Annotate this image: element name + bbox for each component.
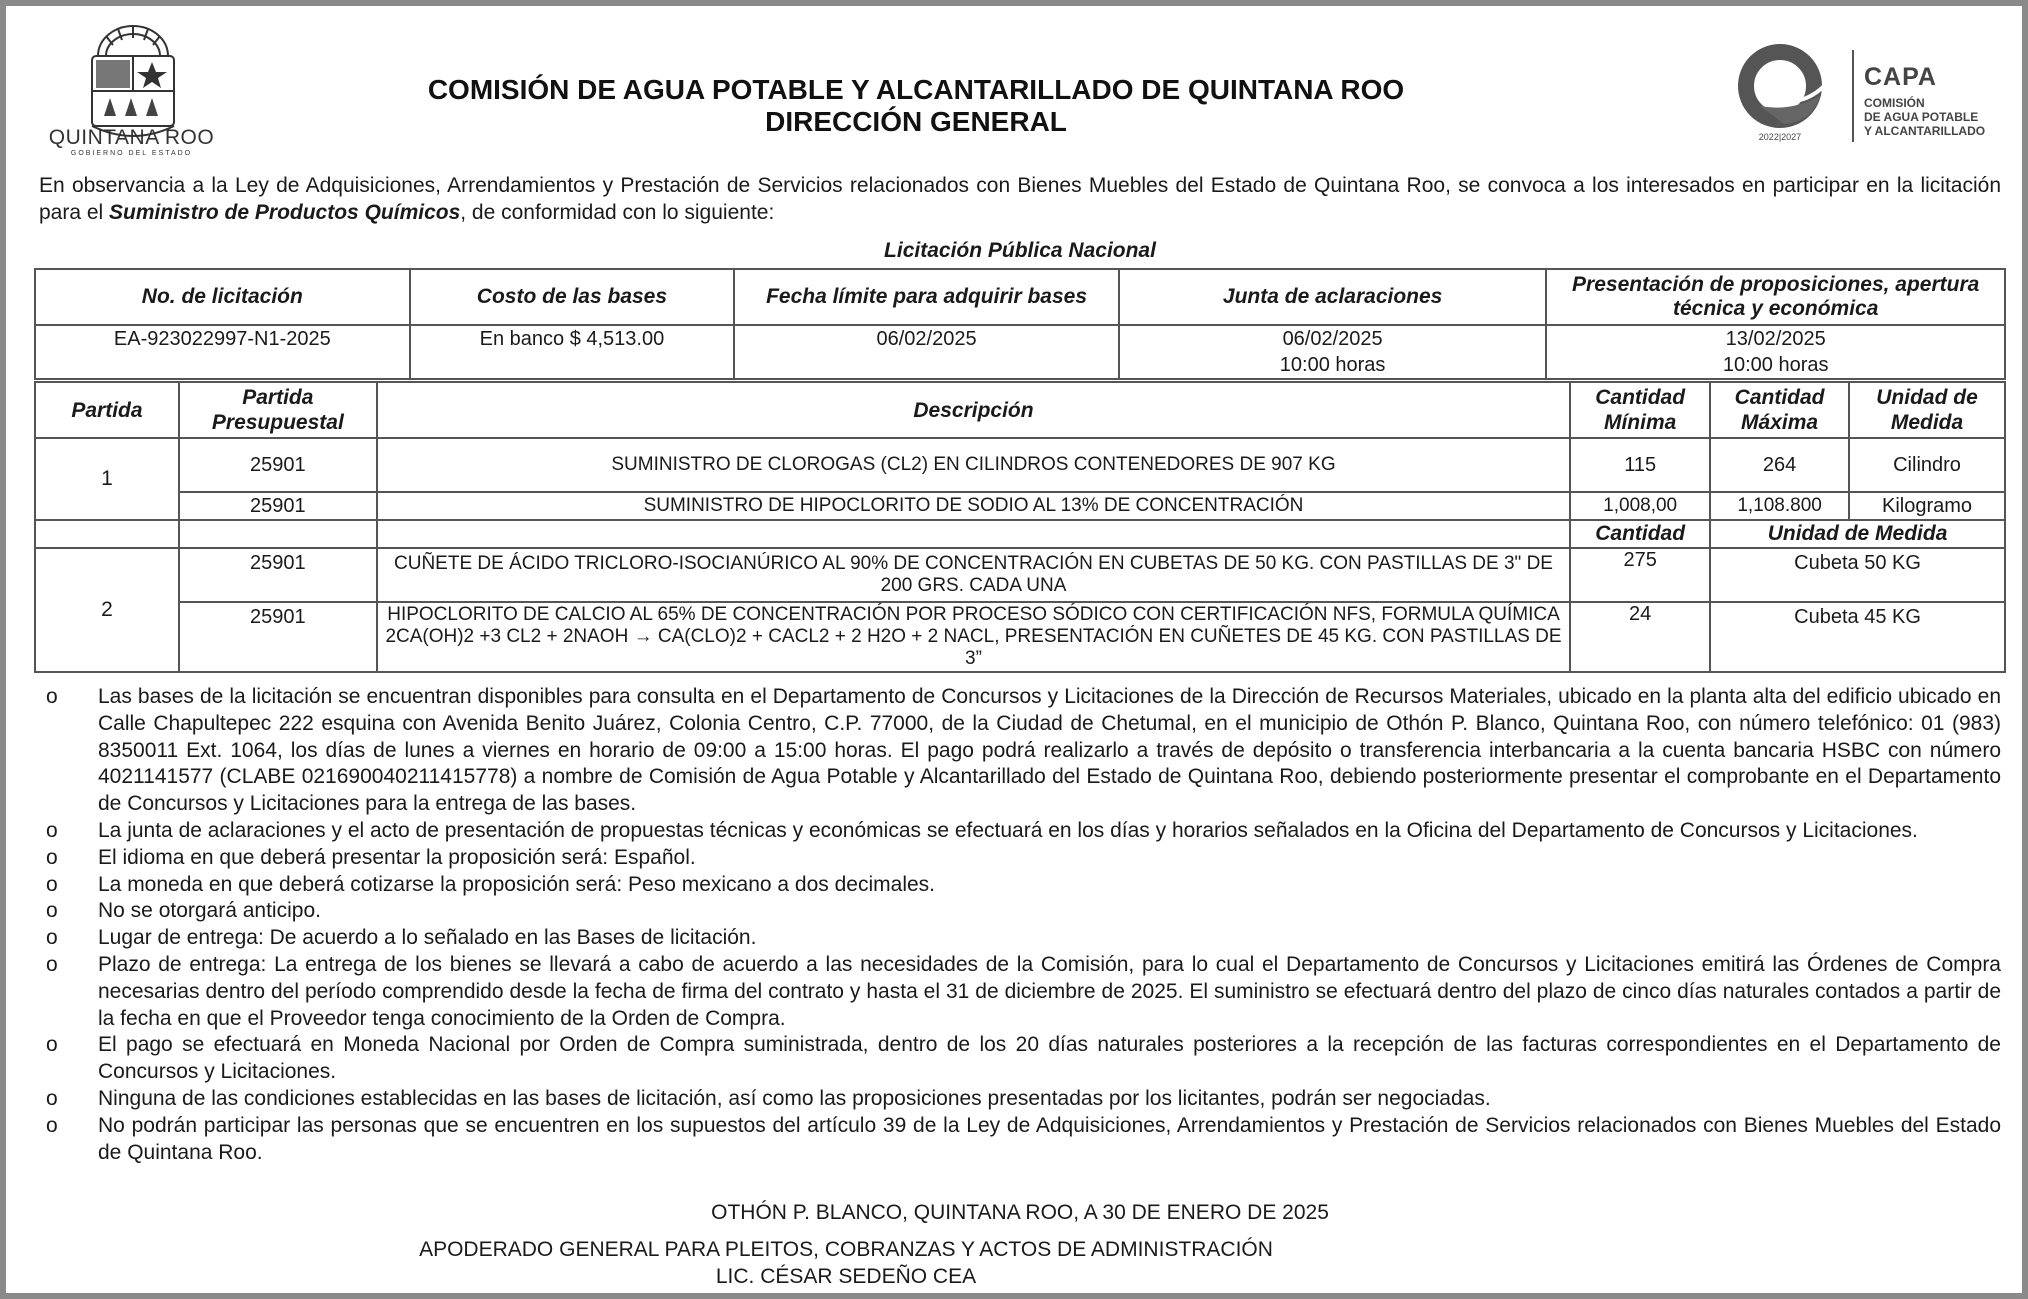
cell-costo: En banco $ 4,513.00 [410,325,735,379]
header-presupuestal: Partida Presupuestal [179,382,377,438]
seal-caption: QUINTANA ROO [48,126,215,149]
header-unidad: Unidad de Medida [1849,382,2005,438]
header-partida: Partida [35,382,179,438]
cell-presupuestal: 25901 [179,492,377,520]
subheader-unidad: Unidad de Medida [1710,520,2005,548]
conditions-list [46,684,2001,1166]
intro-bold-subject: Suministro de Productos Químicos [109,201,461,224]
table-row [35,602,2005,672]
list-item: o La junta de aclaraciones y el acto de presentación de propuestas técnicas y económicas se efectuará en los días y horarios señalados en la Oficina del Departamento de Concursos y Licitaciones. [46,818,2001,845]
cell-descripcion: SUMINISTRO DE CLOROGAS (CL2) EN CILINDROS CONTENEDORES DE 907 KG [377,438,1570,492]
logo-name: CAPA [1864,63,1937,91]
logo-desc-line: COMISIÓN [1864,96,1925,110]
header-minima: Cantidad Mínima [1570,382,1710,438]
list-item: o No se otorgará anticipo. [46,898,2001,925]
empty-cell [35,520,179,548]
signer-role: APODERADO GENERAL PARA PLEITOS, COBRANZAS Y ACTOS DE ADMINISTRACIÓN [419,1238,1273,1261]
table-header-row [35,269,2005,325]
cell-unidad: Cubeta 45 KG [1710,602,2005,672]
junta-hora: 10:00 horas [1279,354,1386,376]
list-item: o Las bases de la licitación se encuentran disponibles para consulta en el Departamento de Concursos y Licitaciones de la Dirección de Recursos Materiales, ubicado en la planta alta del edificio ubicado en Calle Chapultepec 222 esquina con Avenida Benito Juárez, Colonia Centro, C.P. 77000, de la Ciudad de Chetumal, en el municipio de Othón P. Blanco, Quintana Roo, con número telefónico: 01 (983) 8350011 Ext. 1064, los días de lunes a viernes en horario de 09:00 a 15:00 horas. El pago podrá realizarlo a través de depósito o transferencia interbancaria a la cuenta bancaria HSBC con número 4021141577 (CLABE 021690040211415778) a nombre de Comisión de Agua Potable y Alcantarillado del Estado de Quintana Roo, debiendo posteriormente presentar el comprobante en el Departamento de Concursos y Licitaciones para la entrega de las bases. [46,684,2001,818]
cell-cantidad: 24 [1570,602,1710,672]
table-header-row [35,382,2005,438]
subheader-cantidad: Cantidad [1570,520,1710,548]
empty-cell [377,520,1570,548]
cell-descripcion: SUMINISTRO DE HIPOCLORITO DE SODIO AL 13% DE CONCENTRACIÓN [377,492,1570,520]
signer-name: LIC. CÉSAR SEDEÑO CEA [715,1265,977,1288]
logo-desc-line: DE AGUA POTABLE [1864,110,1979,124]
cell-unidad: Cubeta 50 KG [1710,548,2005,602]
capa-logo-icon [1720,42,1840,144]
title-line-2: DIRECCIÓN GENERAL [765,106,1067,137]
logo-years: 2022|2027 [1758,132,1802,142]
cell-minima: 115 [1570,438,1710,492]
cell-fecha-limite: 06/02/2025 [734,325,1119,379]
cell-junta [1119,325,1547,379]
list-item: o No podrán participar las personas que se encuentren en los supuestos del artículo 39 de la Ley de Adquisiciones, Arrendamientos y Prestación de Servicios relacionados con Bienes Muebles del Estado de Quintana Roo. [46,1113,2001,1167]
cell-descripcion: HIPOCLORITO DE CALCIO AL 65% DE CONCENTRACIÓN POR PROCESO SÓDICO CON CERTIFICACIÓN NFS, FORMULA QUÍMICA 2CA(OH)2 +3 CL2 + 2NAOH → CA(CLO)2 + CACL2 + 2 H2O + 2 NACL, PRESENTACIÓN EN CUÑETES DE 45 KG. CON PASTILLAS DE 3” [377,602,1570,672]
licitacion-summary-table [34,268,2006,380]
header-numero: No. de licitación [35,269,410,325]
place-date: OTHÓN P. BLANCO, QUINTANA ROO, A 30 DE ENERO DE 2025 [711,1201,1329,1224]
table-row [35,438,2005,492]
list-item: o Lugar de entrega: De acuerdo a lo señalado en las Bases de licitación. [46,925,2001,952]
header-costo: Costo de las bases [410,269,735,325]
table-row [35,492,2005,520]
list-item: o El idioma en que deberá presentar la proposición será: Español. [46,845,2001,872]
partidas-table [34,381,2006,673]
cell-presupuestal: 25901 [179,602,377,672]
cell-presentacion [1546,325,2005,379]
header-descripcion: Descripción [377,382,1570,438]
header-fecha-limite: Fecha límite para adquirir bases [734,269,1119,325]
cell-unidad: Cilindro [1849,438,2005,492]
header-presentacion: Presentación de proposiciones, apertura técnica y económica [1546,269,2005,325]
subheader-row [35,520,2005,548]
junta-fecha: 06/02/2025 [1282,328,1383,350]
logo-divider [1852,50,1854,142]
header-maxima: Cantidad Máxima [1710,382,1849,438]
cell-minima: 1,008,00 [1570,492,1710,520]
licitacion-title: Licitación Pública Nacional [884,239,1156,262]
document-title [306,74,1526,138]
table-row [35,325,2005,379]
list-item: o El pago se efectuará en Moneda Nacional por Orden de Compra suministrada, dentro de los 20 días naturales posteriores a la recepción de las facturas correspondientes en el Departamento de Concursos y Licitaciones. [46,1032,2001,1086]
cell-partida: 2 [35,548,179,672]
presentacion-fecha: 13/02/2025 [1725,328,1826,350]
table-row [35,548,2005,602]
cell-presupuestal: 25901 [179,548,377,602]
cell-numero: EA-923022997-N1-2025 [35,325,410,379]
presentacion-hora: 10:00 horas [1722,354,1829,376]
cell-maxima: 264 [1710,438,1849,492]
cell-maxima: 1,108.800 [1710,492,1849,520]
intro-text-end: , de conformidad con lo siguiente: [460,201,775,224]
logo-desc-line: Y ALCANTARILLADO [1864,124,1986,138]
signature-block [346,1236,1346,1290]
list-item: o La moneda en que deberá cotizarse la proposición será: Peso mexicano a dos decimales. [46,872,2001,899]
empty-cell [179,520,377,548]
list-item: o Plazo de entrega: La entrega de los bienes se llevará a cabo de acuerdo a las necesidades de la Comisión, para lo cual el Departamento de Concursos y Licitaciones emitirá las Órdenes de Compra necesarias dentro del período comprendido desde la fecha de firma del contrato y hasta el 31 de diciembre de 2025. El suministro se efectuará dentro del plazo de cinco días naturales contados a partir de la fecha en que el Proveedor tenga conocimiento de la Orden de Compra. [46,952,2001,1032]
intro-text: En observancia a la Ley de Adquisiciones, Arrendamientos y Prestación de Servicios relacionados con Bienes Muebles del Estado de Quintana Roo, se convoca a los interesados en participar en la licitación para el [39,174,2001,224]
cell-descripcion: CUÑETE DE ÁCIDO TRICLORO-ISOCIANÚRICO AL 90% DE CONCENTRACIÓN EN CUBETAS DE 50 KG. CON PASTILLAS DE 3" DE 200 GRS. CADA UNA [377,548,1570,602]
cell-cantidad: 275 [1570,548,1710,602]
cell-unidad: Kilogramo [1849,492,2005,520]
cell-partida: 1 [35,438,179,520]
header-junta: Junta de aclaraciones [1119,269,1547,325]
list-item: o Ninguna de las condiciones establecidas en las bases de licitación, así como las proposiciones presentadas por los licitantes, podrán ser negociadas. [46,1086,2001,1113]
intro-paragraph [39,172,2001,226]
logo-description [1864,96,1985,138]
seal-subcaption: GOBIERNO DEL ESTADO [70,150,193,157]
cell-presupuestal: 25901 [179,438,377,492]
title-line-1: COMISIÓN DE AGUA POTABLE Y ALCANTARILLADO DE QUINTANA ROO [427,74,1405,105]
